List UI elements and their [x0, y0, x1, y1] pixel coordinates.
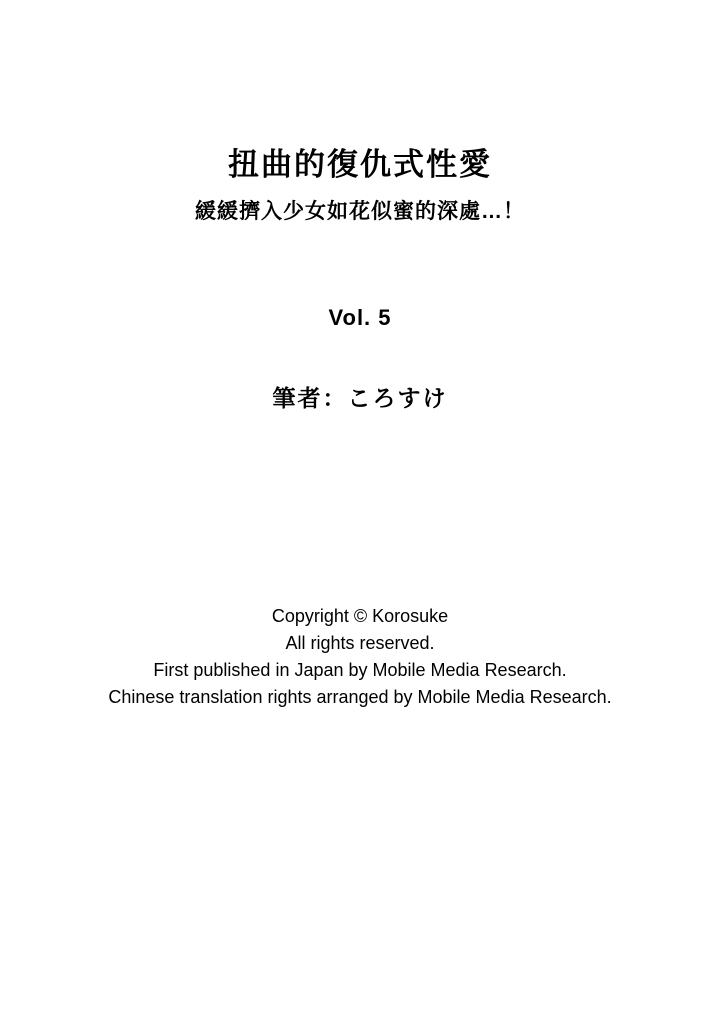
page-subtitle: 緩緩擠入少女如花似蜜的深處…！: [195, 200, 525, 224]
copyright-line: Chinese translation rights arranged by Mobile Media Research.: [108, 687, 612, 707]
page-title: 扭曲的復仇式性愛: [228, 147, 492, 182]
copyright-block: [0, 603, 720, 711]
volume-block: [0, 305, 720, 331]
copyright-line: Copyright © Korosuke: [271, 606, 449, 626]
title-block: [0, 146, 720, 224]
copyright-line: First published in Japan by Mobile Media Research.: [153, 660, 567, 680]
author-block: [0, 380, 720, 413]
author-label: 筆者：ころすけ: [272, 385, 448, 411]
copyright-line: All rights reserved.: [285, 633, 435, 653]
volume-label: Vol. 5: [328, 305, 392, 330]
